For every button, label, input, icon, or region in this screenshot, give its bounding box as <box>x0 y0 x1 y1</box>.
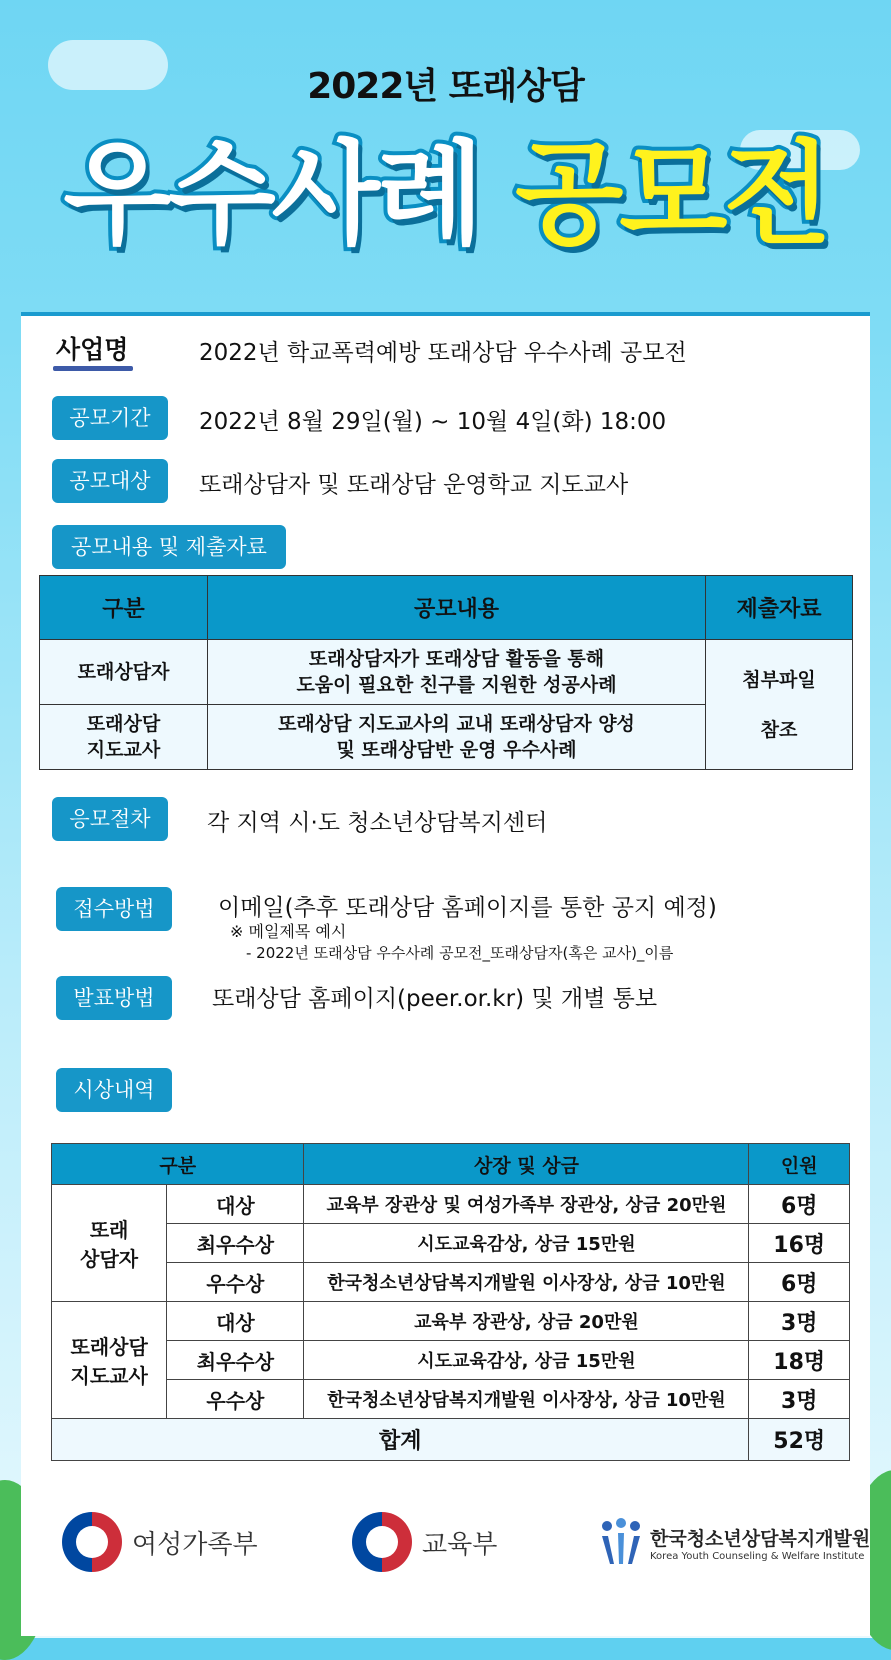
table-row <box>52 1341 850 1380</box>
rank-cell: 우수상 <box>167 1263 304 1302</box>
table-cell <box>208 640 706 705</box>
subtitle: 2022년 또래상담 <box>307 66 584 107</box>
table-header: 구분 <box>52 1144 304 1185</box>
title-yellow: 공모전 <box>515 130 828 260</box>
logo-text: 여성가족부 <box>132 1529 258 1560</box>
cell-line: 및 또래상담반 운영 우수사례 <box>336 739 577 761</box>
table-row <box>52 1302 850 1341</box>
cell-line: 또래상담 <box>70 1335 148 1359</box>
table-row <box>52 1185 850 1224</box>
receipt-label: 접수방법 <box>56 887 172 931</box>
rank-cell: 최우수상 <box>167 1224 304 1263</box>
logo-text-en: Korea Youth Counseling & Welfare Institute <box>650 1551 865 1562</box>
target-label: 공모대상 <box>52 459 168 503</box>
prize-cell: 교육부 장관상, 상금 20만원 <box>304 1302 749 1341</box>
table-header: 상장 및 상금 <box>304 1144 749 1185</box>
underline-decoration <box>53 366 133 371</box>
prize-cell: 한국청소년상담복지개발원 이사장상, 상금 10만원 <box>304 1263 749 1302</box>
count-cell: 16명 <box>749 1224 850 1263</box>
kyci-people-icon <box>598 1518 644 1568</box>
prize-cell: 한국청소년상담복지개발원 이사장상, 상금 10만원 <box>304 1380 749 1419</box>
count-cell: 18명 <box>749 1341 850 1380</box>
cell-line: 상담자 <box>80 1247 139 1271</box>
table-cell <box>706 640 853 770</box>
awards-label: 시상내역 <box>56 1068 172 1112</box>
rank-cell: 대상 <box>167 1185 304 1224</box>
table-cell <box>208 705 706 770</box>
announce-label: 발표방법 <box>56 976 172 1020</box>
logo-kyci <box>598 1518 870 1568</box>
rank-cell: 대상 <box>167 1302 304 1341</box>
cell-line: 지도교사 <box>70 1364 148 1388</box>
total-label: 합계 <box>52 1419 749 1461</box>
logo-moe <box>352 1512 497 1572</box>
business-value: 2022년 학교폭력예방 또래상담 우수사례 공모전 <box>199 340 687 366</box>
count-cell: 3명 <box>749 1380 850 1419</box>
cell-line: 지도교사 <box>86 739 161 761</box>
receipt-note: - 2022년 또래상담 우수사례 공모전_또래상담자(혹은 교사)_이름 <box>246 944 674 962</box>
total-count: 52명 <box>749 1419 850 1461</box>
business-label: 사업명 <box>56 335 129 364</box>
content-label: 공모내용 및 제출자료 <box>52 525 286 569</box>
period-value: 2022년 8월 29일(월) ~ 10월 4일(화) 18:00 <box>199 409 667 435</box>
table-cell: 또래상담자 <box>40 640 208 705</box>
rank-cell: 최우수상 <box>167 1341 304 1380</box>
table-header: 제출자료 <box>706 576 853 640</box>
group-cell <box>52 1185 167 1302</box>
cell-line: 또래상담 지도교사의 교내 또래상담자 양성 <box>278 713 635 735</box>
table-header: 구분 <box>40 576 208 640</box>
apply-value: 각 지역 시·도 청소년상담복지센터 <box>207 810 548 836</box>
prize-cell: 시도교육감상, 상금 15만원 <box>304 1341 749 1380</box>
taegeuk-emblem-icon <box>62 1512 122 1572</box>
rank-cell: 우수상 <box>167 1380 304 1419</box>
count-cell: 3명 <box>749 1302 850 1341</box>
table-row <box>52 1263 850 1302</box>
receipt-value: 이메일(추후 또래상담 홈페이지를 통한 공지 예정) <box>218 895 717 921</box>
announce-value: 또래상담 홈페이지(peer.or.kr) 및 개별 통보 <box>212 986 658 1012</box>
content-table <box>39 575 853 770</box>
total-row <box>52 1419 850 1461</box>
prize-cell: 시도교육감상, 상금 15만원 <box>304 1224 749 1263</box>
page-title <box>0 120 891 270</box>
prize-cell: 교육부 장관상 및 여성가족부 장관상, 상금 20만원 <box>304 1185 749 1224</box>
table-header: 공모내용 <box>208 576 706 640</box>
count-cell: 6명 <box>749 1185 850 1224</box>
group-cell <box>52 1302 167 1419</box>
awards-table <box>51 1143 850 1461</box>
logo-text-kr: 한국청소년상담복지개발원 <box>650 1528 871 1550</box>
cell-line: 또래 <box>89 1218 129 1242</box>
cell-line: 참조 <box>760 718 798 741</box>
cell-line: 도움이 필요한 친구를 지원한 성공사례 <box>296 674 617 696</box>
title-white: 우수사례 <box>63 130 481 260</box>
count-cell: 6명 <box>749 1263 850 1302</box>
cell-line: 첨부파일 <box>742 668 816 691</box>
apply-label: 응모절차 <box>52 797 168 841</box>
logo-text: 교육부 <box>422 1529 498 1560</box>
cell-line: 또래상담 <box>86 713 161 735</box>
target-value: 또래상담자 및 또래상담 운영학교 지도교사 <box>199 472 629 498</box>
table-row <box>52 1224 850 1263</box>
table-header: 인원 <box>749 1144 850 1185</box>
table-cell <box>40 705 208 770</box>
table-row <box>52 1380 850 1419</box>
cell-line: 또래상담자가 또래상담 활동을 통해 <box>308 648 605 670</box>
logo-mogef <box>62 1512 258 1572</box>
period-label: 공모기간 <box>52 396 168 440</box>
receipt-note: ※ 메일제목 예시 <box>230 922 347 941</box>
taegeuk-emblem-icon <box>352 1512 412 1572</box>
table-row <box>40 640 853 705</box>
